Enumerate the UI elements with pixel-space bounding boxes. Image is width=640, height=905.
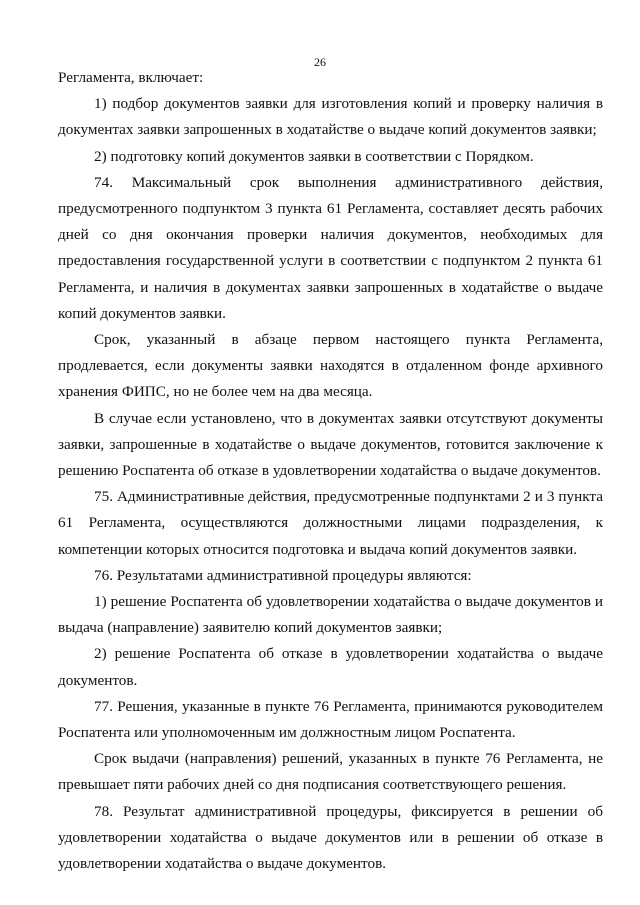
paragraph-section-77: 77. Решения, указанные в пункте 76 Регламента, принимаются руководителем Роспатента или уполномоченным им должностным лицом Роспатента. <box>58 697 603 742</box>
paragraph-section-74: 74. Максимальный срок выполнения административного действия, предусмотренного подпунктом 3 пункта 61 Регламента, составляет десять рабочих дней со дня окончания проверки наличия документов, необходимых для предоставления государственной услуги в соответствии с подпунктом 2 пункта 61 Регламента, и наличия в документах заявки запрошенных в ходатайстве о выдаче копий документов заявки. <box>58 173 603 322</box>
paragraph-section-78: 78. Результат административной процедуры, фиксируется в решении об удовлетворении ходатайства о выдаче документов или в решении об отказе в удовлетворении ходатайства о выдаче документов. <box>58 802 603 873</box>
paragraph-missing-documents: В случае если установлено, что в документах заявки отсутствуют документы заявки, запрошенные в ходатайстве о выдаче документов, готовится заключение к решению Роспатента об отказе в удовлетворении ходатайства о выдаче документов. <box>58 409 603 480</box>
paragraph-continuation: Регламента, включает: <box>58 69 204 86</box>
page-number: 26 <box>314 55 326 69</box>
paragraph-term-extension: Срок, указанный в абзаце первом настоящего пункта Регламента, продлевается, если документы заявки находятся в отдаленном фонде архивного хранения ФИПС, но не более чем на два месяца. <box>58 331 603 401</box>
paragraph-result-2: 2) решение Роспатента об отказе в удовлетворении ходатайства о выдаче документов. <box>58 645 603 689</box>
paragraph-issue-term: Срок выдачи (направления) решений, указанных в пункте 76 Регламента, не превышает пяти рабочих дней со дня подписания соответствующего решения. <box>58 750 603 794</box>
paragraph-item-1: 1) подбор документов заявки для изготовления копий и проверку наличия в документах заявки запрошенных в ходатайстве о выдаче копий документов заявки; <box>58 95 603 139</box>
paragraph-section-76: 76. Результатами административной процедуры являются: <box>94 566 472 584</box>
document-body <box>58 65 603 877</box>
paragraph-section-75: 75. Административные действия, предусмотренные подпунктами 2 и 3 пункта 61 Регламента, осуществляются должностными лицами подразделения, к компетенции которых относится подготовка и выдача копий документов заявки. <box>58 488 603 558</box>
paragraph-result-1: 1) решение Роспатента об удовлетворении ходатайства о выдаче документов и выдача (направление) заявителю копий документов заявки; <box>58 593 603 637</box>
paragraph-item-2: 2) подготовку копий документов заявки в соответствии с Порядком. <box>94 147 534 165</box>
